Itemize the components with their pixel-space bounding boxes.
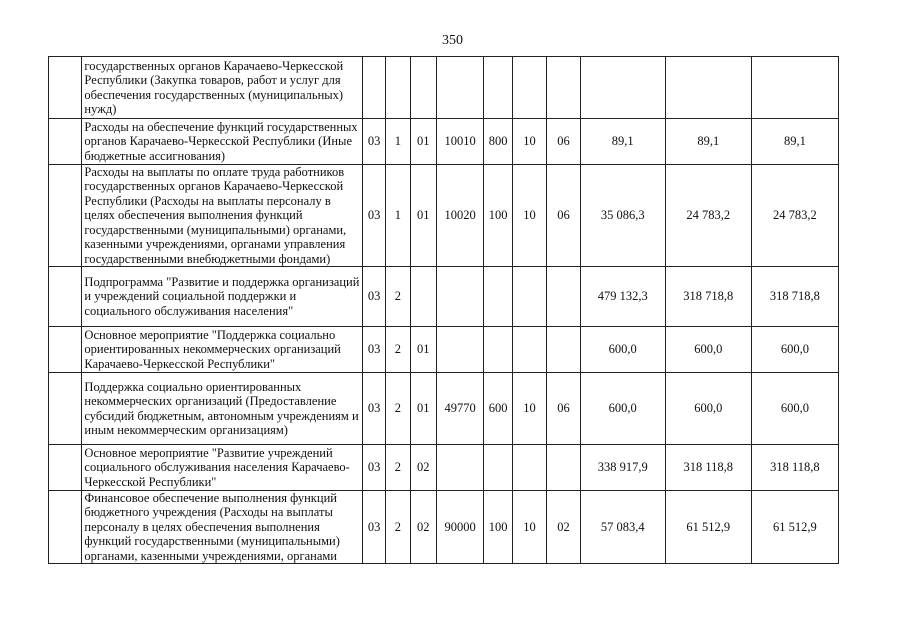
table-row [49,119,839,165]
budget-table [48,56,839,564]
table-row [49,373,839,445]
expense-type-cell [484,445,512,491]
target-item-cell: 49770 [436,373,484,445]
subprogram-code-cell: 02 [410,491,436,564]
amount-year-3-cell: 318 118,8 [751,445,838,491]
subsection-cell [547,327,580,373]
target-item-cell [436,57,484,119]
section-cell [512,445,546,491]
target-item-cell [436,267,484,327]
expense-type-cell: 800 [484,119,512,165]
section-cell: 10 [512,491,546,564]
amount-year-2-cell: 318 718,8 [665,267,751,327]
amount-year-1-cell: 479 132,3 [580,267,665,327]
program-code-cell: 2 [386,491,410,564]
ministry-code-cell: 03 [362,165,385,267]
amount-year-1-cell: 338 917,9 [580,445,665,491]
subsection-cell: 06 [547,119,580,165]
ministry-code-cell: 03 [362,373,385,445]
program-code-cell [386,57,410,119]
table-row [49,57,839,119]
expense-type-cell [484,57,512,119]
amount-year-1-cell: 35 086,3 [580,165,665,267]
section-cell [512,267,546,327]
amount-year-3-cell: 600,0 [751,373,838,445]
description-cell: Подпрограмма "Развитие и поддержка организаций и учреждений социальной поддержки и социального обслуживания населения" [82,267,363,327]
program-code-cell: 1 [386,119,410,165]
row-index-cell [49,119,82,165]
row-index-cell [49,165,82,267]
amount-year-2-cell: 89,1 [665,119,751,165]
subprogram-code-cell [410,57,436,119]
amount-year-1-cell: 600,0 [580,327,665,373]
description-cell: Основное мероприятие "Развитие учреждений социального обслуживания населения Карачаево-Черкесской Республики" [82,445,363,491]
section-cell [512,327,546,373]
row-index-cell [49,327,82,373]
subprogram-code-cell: 01 [410,165,436,267]
amount-year-2-cell [665,57,751,119]
amount-year-2-cell: 600,0 [665,327,751,373]
table-row [49,491,839,564]
section-cell: 10 [512,165,546,267]
amount-year-3-cell: 24 783,2 [751,165,838,267]
program-code-cell: 2 [386,445,410,491]
row-index-cell [49,57,82,119]
amount-year-2-cell: 61 512,9 [665,491,751,564]
expense-type-cell [484,327,512,373]
table-row [49,267,839,327]
ministry-code-cell: 03 [362,327,385,373]
amount-year-1-cell [580,57,665,119]
subsection-cell [547,445,580,491]
description-cell: Основное мероприятие "Поддержка социально ориентированных некоммерческих организаций Карачаево-Черкесской Республики" [82,327,363,373]
program-code-cell: 2 [386,327,410,373]
program-code-cell: 1 [386,165,410,267]
ministry-code-cell: 03 [362,267,385,327]
amount-year-1-cell: 57 083,4 [580,491,665,564]
amount-year-2-cell: 24 783,2 [665,165,751,267]
expense-type-cell: 600 [484,373,512,445]
expense-type-cell [484,267,512,327]
amount-year-3-cell [751,57,838,119]
subprogram-code-cell: 01 [410,327,436,373]
amount-year-2-cell: 318 118,8 [665,445,751,491]
table-row [49,445,839,491]
section-cell: 10 [512,373,546,445]
expense-type-cell: 100 [484,491,512,564]
amount-year-3-cell: 89,1 [751,119,838,165]
description-cell: Финансовое обеспечение выполнения функций бюджетного учреждения (Расходы на выплаты персоналу в целях обеспечения выполнения функций государственными (муниципальными) органами, казенными учреждениями, органами [82,491,363,564]
ministry-code-cell: 03 [362,491,385,564]
expense-type-cell: 100 [484,165,512,267]
program-code-cell: 2 [386,267,410,327]
subprogram-code-cell: 02 [410,445,436,491]
description-cell: Расходы на обеспечение функций государственных органов Карачаево-Черкесской Республики (Иные бюджетные ассигнования) [82,119,363,165]
subsection-cell [547,267,580,327]
description-cell: Расходы на выплаты по оплате труда работников государственных органов Карачаево-Черкесской Республики (Расходы на выплаты персоналу в целях обеспечения выполнения функций государственными (муниципальными) органами, казенными учреждениями, органами управления государственными внебюджетными фондами) [82,165,363,267]
amount-year-2-cell: 600,0 [665,373,751,445]
row-index-cell [49,491,82,564]
page-number: 350 [442,33,463,48]
target-item-cell [436,445,484,491]
subsection-cell [547,57,580,119]
description-cell: государственных органов Карачаево-Черкесской Республики (Закупка товаров, работ и услуг для обеспечения государственных (муниципальных) нужд) [82,57,363,119]
subprogram-code-cell [410,267,436,327]
subsection-cell: 02 [547,491,580,564]
section-cell: 10 [512,119,546,165]
target-item-cell: 10010 [436,119,484,165]
target-item-cell [436,327,484,373]
table-body [49,57,839,564]
row-index-cell [49,267,82,327]
row-index-cell [49,445,82,491]
program-code-cell: 2 [386,373,410,445]
subsection-cell: 06 [547,165,580,267]
amount-year-3-cell: 61 512,9 [751,491,838,564]
section-cell [512,57,546,119]
table-row [49,165,839,267]
description-cell: Поддержка социально ориентированных некоммерческих организаций (Предоставление субсидий бюджетным, автономным учреждениям и иным некоммерческим организациям) [82,373,363,445]
amount-year-3-cell: 318 718,8 [751,267,838,327]
target-item-cell: 90000 [436,491,484,564]
subsection-cell: 06 [547,373,580,445]
ministry-code-cell: 03 [362,119,385,165]
row-index-cell [49,373,82,445]
target-item-cell: 10020 [436,165,484,267]
amount-year-3-cell: 600,0 [751,327,838,373]
table-row [49,327,839,373]
ministry-code-cell [362,57,385,119]
ministry-code-cell: 03 [362,445,385,491]
amount-year-1-cell: 600,0 [580,373,665,445]
amount-year-1-cell: 89,1 [580,119,665,165]
subprogram-code-cell: 01 [410,373,436,445]
subprogram-code-cell: 01 [410,119,436,165]
